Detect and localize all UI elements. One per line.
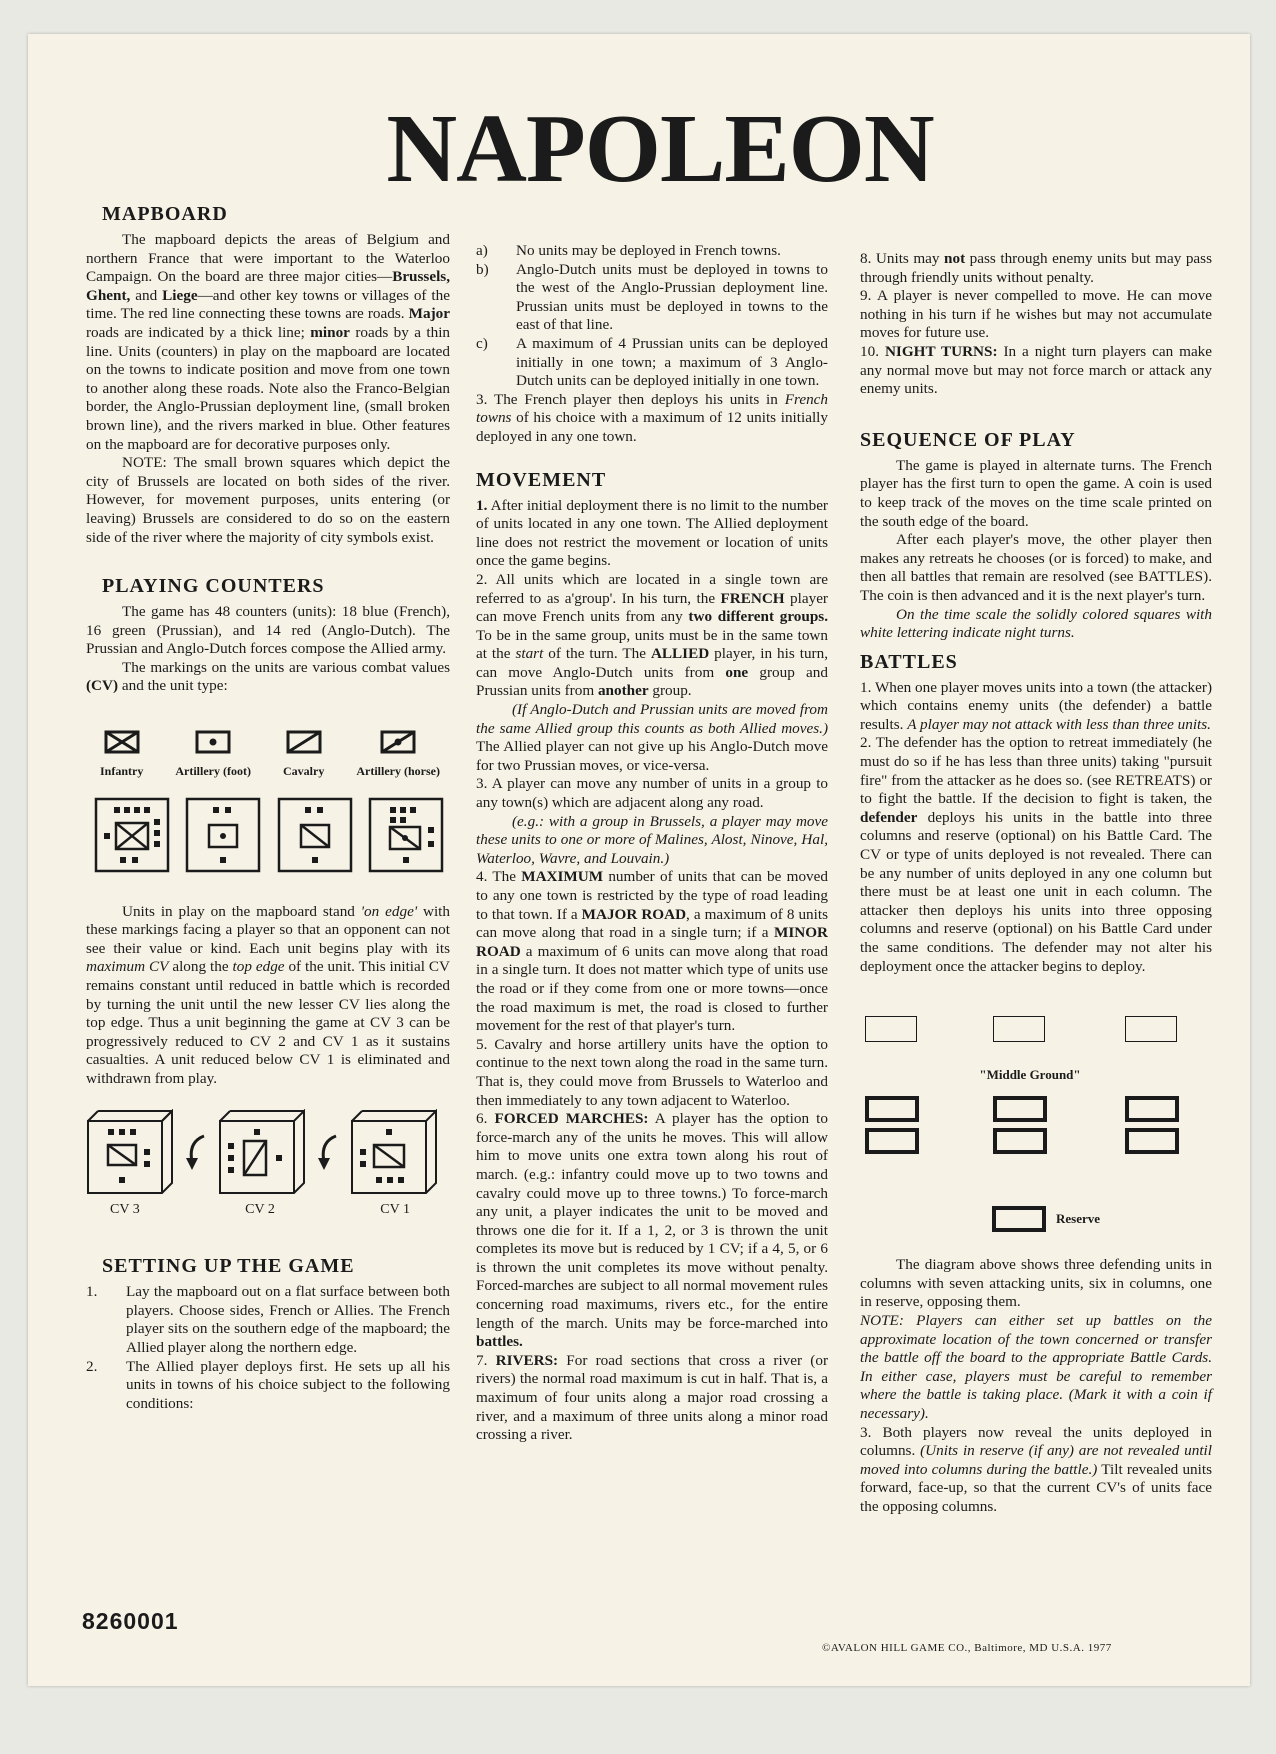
counters-on-edge: Units in play on the mapboard stand 'on edge' with these markings facing a player so that an opponent can not see their value or kind. Each unit begins play with its maximum CV along the top edge of the unit. This initial CV remains constant until reduced in battle which is recorded by turning the unit until the new lesser CV lies along the top edge. Thus a unit beginning the game at CV 3 can be progressively reduced to CV 2 and CV 1 as it sustains casualties. A unit reduced below CV 1 is eliminated and withdrawn from play. [86, 902, 451, 1087]
setup-item-1: 1. Lay the mapboard out on a flat surface between both players. Choose sides, French or Allies. The French player sits on the southern edge of the mapboard; the Allied player along the northern edge. [86, 1283, 450, 1356]
movement-rule-10: 10. NIGHT TURNS: In a night turn players can make any normal move but may not force march or attack any enemy units. [860, 342, 1213, 398]
infantry-counter-icon [94, 797, 170, 873]
sequence-night-note: On the time scale the solidly colored squares with white lettering indicate night turns. [860, 605, 1212, 642]
attacker-column-box [1125, 1128, 1179, 1154]
artillery-horse-symbol: Artillery (horse) [356, 730, 440, 781]
counters-markings: The markings on the units are various combat values (CV) and the unit type: [86, 658, 450, 695]
unit-type-icons [100, 730, 440, 781]
cv3-counter-icon [86, 1109, 176, 1195]
movement-rule-6: 6. FORCED MARCHES: A player has the option to force-march any of the units he moves. This will allow him to move units one extra town along his rout of march. (e.g.: infantry could move up to two towns and cavalry could move up to three towns.) To force-march any unit, a player indicates the unit to be moved and throws one die for it. If a 1, 2, or 3 is thrown the unit completes its move but is reduced by 1 CV; if a 4, 5, or 6 is thrown the unit completes its move without penalty. Forced-marches are subject to all normal movement rules concerning road maximums, rivers etc., for the entire length of the march. Units may be force-marched into battles. [476, 1110, 828, 1351]
sequence-paragraph-2: After each player's move, the other player then makes any retreats he chooses (or is forced) to make, and then all battles that remain are resolved (see BATTLES). The coin is then advanced and it is the next player's turn. [860, 531, 1212, 604]
attacker-column-box [993, 1096, 1047, 1122]
cavalry-icon [286, 730, 322, 754]
setup-condition-a: a) No units may be deployed in French towns. [476, 242, 781, 259]
movement-rule-7: 7. RIVERS: For road sections that cross a river (or rivers) the normal road maximum is cut in half. That is, a maximum of four units along a major road crossing a river, and a maximum of three units along a minor road crossing a river. [476, 1351, 829, 1444]
battles-rule-1: 1. When one player moves units into a town (the attacker) which contains enemy units (the defender) a battle results. A player may not attack with less than three units. [860, 678, 1213, 733]
cv-labels [110, 1201, 410, 1220]
sequence-heading: SEQUENCE OF PLAY [860, 428, 1076, 451]
artillery-horse-icon [380, 730, 416, 754]
rotate-arrow-icon [184, 1132, 210, 1172]
cv1-label: CV 1 [380, 1201, 410, 1217]
battles-rule-2: 2. The defender has the option to retreat immediately (he must do so if he has less than three units) taking "pursuit fire" from the attacker as he does so. (see RETREATS) or to fight the battle. If the decision to fight is taken, the defender deploys his units in the battle into three columns and reserve (optional) on his Battle Card. The CV or type of units deployed is not revealed. There can be any number of units deployed in any one column but there must be at least one unit in each column. The attacker then deploys his units into three opposing columns and reserve (optional) on his Battle Card under the same conditions. The defender may not alter his deployment once the attacker begins to deploy. [860, 734, 1212, 975]
attacker-column-box [1125, 1096, 1179, 1122]
movement-rule-3: 3. A player can move any number of units in a group to any town(s) which are adjacent along any road. [476, 775, 829, 812]
middle-ground-label: "Middle Ground" [979, 1067, 1081, 1083]
counter-examples [94, 797, 444, 873]
battles-diagram-caption: The diagram above shows three defending units in columns with seven attacking units, six in columns, one in reserve, opposing them. [860, 1256, 1212, 1311]
infantry-symbol: Infantry [100, 730, 143, 781]
setup-condition-c: c) A maximum of 4 Prussian units can be deployed initially in one town; a maximum of 3 Anglo-Dutch units can be deployed initially in one town. [476, 334, 828, 390]
copyright: ©AVALON HILL GAME CO., Baltimore, MD U.S.A. 1977 [822, 1642, 1112, 1654]
setup-heading: SETTING UP THE GAME [102, 1255, 355, 1278]
movement-rule-5: 5. Cavalry and horse artillery units have the option to continue to the next town along the road in the same turn. That is, they could move from Brussels to Waterloo and then immediately to any town adjacent to Waterloo. [476, 1035, 829, 1109]
cv1-counter-icon [350, 1109, 440, 1195]
mapboard-note: NOTE: The small brown squares which depict the city of Brussels are located on both sides of the river. However, for movement purposes, units entering (or leaving) Brussels are considered to do so on the eastern side of the river where the majority of city symbols exist. [86, 454, 450, 546]
cavalry-counter-icon [277, 797, 353, 873]
movement-rule-4: 4. The MAXIMUM number of units that can be moved to any one town is restricted by the type of road leading to that town. If a MAJOR ROAD, a maximum of 8 units can move along that road in a single turn; if a MINOR ROAD a maximum of 6 units can move along that road in a single turn. It does not matter which type of units use the road or if they come from one or more towns—once the road maximum is met, the road is closed to further movement for the rest of that player's turn. [476, 868, 828, 1035]
setup-condition-b: b) Anglo-Dutch units must be deployed in towns to the west of the Anglo-Prussian deployment line. Prussian units must be deployed in towns to the east of that line. [476, 260, 828, 334]
movement-heading: MOVEMENT [476, 468, 607, 491]
movement-rule-3-example: (e.g.: with a group in Brussels, a player may move these units to one or more of Malines, Alost, Ninove, Hal, Waterloo, Wavre, and Louvain.) [476, 812, 828, 867]
sequence-paragraph-1: The game is played in alternate turns. The French player has the first turn to open the game. A coin is used to keep track of the moves on the time scale printed on the south edge of the board. [860, 456, 1212, 530]
attacker-column-box [865, 1096, 919, 1122]
movement-rule-2: 2. All units which are located in a single town are referred to as a'group'. In his turn, the FRENCH player can move French units from any two different groups. To be in the same group, units must be in the same town at the start of the turn. The ALLIED player, in his turn, can move Anglo-Dutch units from one group and Prussian units from another group. [476, 570, 829, 700]
cv-rotation-diagram [86, 1109, 440, 1195]
attacker-column-box [865, 1128, 919, 1154]
cv2-label: CV 2 [245, 1201, 275, 1217]
movement-rule-9: 9. A player is never compelled to move. He can move nothing in his turn if he wishes but may not accumulate moves for future use. [860, 287, 1212, 342]
defender-column-box [865, 1016, 917, 1042]
attacker-column-box [993, 1128, 1047, 1154]
mapboard-paragraph: The mapboard depicts the areas of Belgium and northern France that were important to the Waterloo Campaign. On the board are three major cities—Brussels, Ghent, and Liege—and other key towns or villages of the time. The red line connecting these towns are roads. Major roads are indicated by a thick line; minor roads by a thin line. Units (counters) in play on the mapboard are located on the towns to indicate position and move from one town to another along these roads. Note also the Franco-Belgian border, the Anglo-Prussian deployment line, (small broken brown line), and the rivers marked in blue. Other features on the mapboard are for decorative purposes only. [86, 231, 451, 453]
cv2-counter-icon [218, 1109, 308, 1195]
artillery-foot-counter-icon [185, 797, 261, 873]
setup-item-3: 3. The French player then deploys his units in French towns of his choice with a maximum of 12 units initially deployed in any one town. [476, 390, 828, 445]
attacker-reserve-box [992, 1206, 1046, 1232]
reserve-label: Reserve [1056, 1211, 1101, 1227]
mapboard-heading: MAPBOARD [102, 203, 228, 225]
product-code: 8260001 [82, 1608, 179, 1634]
defender-column-box [993, 1016, 1045, 1042]
movement-rule-1: 1. After initial deployment there is no limit to the number of units located in any one town. The Allied deployment line does not restrict the movement or location of units once the game begins. [476, 496, 828, 570]
artillery-foot-icon [195, 730, 231, 754]
movement-rule-8: 8. Units may not pass through enemy units but may pass through friendly units without penalty. [860, 250, 1212, 286]
battle-card-diagram [860, 1016, 1212, 1256]
cv3-label: CV 3 [110, 1201, 140, 1217]
column-middle [476, 242, 828, 1445]
battles-heading: BATTLES [860, 650, 958, 673]
setup-item-2: 2. The Allied player deploys first. He sets up all his units in towns of his choice subject to the following conditions: [86, 1357, 450, 1412]
infantry-icon [104, 730, 140, 754]
battles-note: NOTE: Players can either set up battles on the approximate location of the town concerned or transfer the battle off the board to the appropriate Battle Cards. In either case, players must be careful to remember where the battle is taking place. (Mark it with a coin if necessary). [860, 1311, 1212, 1422]
page-title: NAPOLEON [386, 95, 934, 203]
cavalry-symbol: Cavalry [283, 730, 324, 781]
battles-rule-3: 3. Both players now reveal the units deployed in columns. (Units in reserve (if any) are not revealed until moved into columns during the battle.) Tilt revealed units forward, face-up, so that the current CV's of units face the opposing columns. [860, 1423, 1213, 1515]
defender-column-box [1125, 1016, 1177, 1042]
column-right [860, 250, 1212, 1517]
counters-heading: PLAYING COUNTERS [102, 575, 325, 598]
artillery-foot-symbol: Artillery (foot) [175, 730, 251, 781]
column-left [86, 203, 450, 1413]
movement-rule-2-note: (If Anglo-Dutch and Prussian units are moved from the same Allied group this counts as both Allied moves.) The Allied player can not give up his Anglo-Dutch move for two Prussian moves, or vice-versa. [476, 701, 828, 774]
counters-paragraph: The game has 48 counters (units): 18 blue (French), 16 green (Prussian), and 14 red (Anglo-Dutch). The Prussian and Anglo-Dutch forces compose the Allied army. [86, 603, 450, 658]
artillery-horse-counter-icon [368, 797, 444, 873]
rotate-arrow-icon-2 [316, 1132, 342, 1172]
